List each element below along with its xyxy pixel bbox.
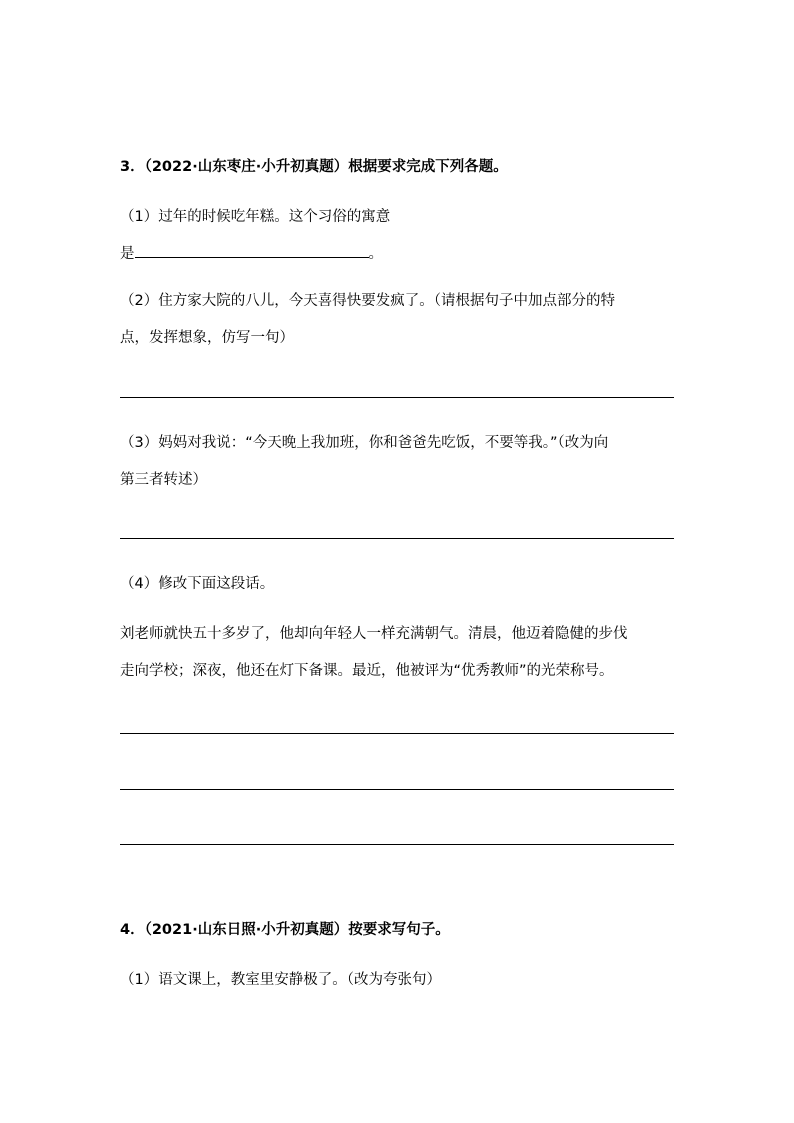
q4-part1: （1）语文课上，教室里安静极了。（改为夸张句） xyxy=(120,972,441,988)
q3-part2-line1: （2）住方家大院的八儿，今天喜得快要发疯了。（请根据句子中加点部分的特 xyxy=(120,293,615,309)
q3-part4-passage-line2: 走向学校；深夜，他还在灯下备课。最近，他被评为“优秀教师”的光荣称号。 xyxy=(120,663,614,679)
q3-part1-line2 xyxy=(120,243,383,264)
q3-part2-answer-line[interactable] xyxy=(120,397,674,398)
q3-part1-line1: （1）过年的时候吃年糕。这个习俗的寓意 xyxy=(120,209,391,225)
q3-part2-line2: 点，发挥想象，仿写一句） xyxy=(120,330,294,346)
q3-part1-prefix: 是 xyxy=(120,246,135,262)
q3-part4-answer-line-2[interactable] xyxy=(120,789,674,790)
q3-part3-line2: 第三者转述） xyxy=(120,472,207,488)
q3-part4-answer-line-1[interactable] xyxy=(120,733,674,734)
q3-part4-passage-line1: 刘老师就快五十多岁了，他却向年轻人一样充满朝气。清晨，他迈着隐健的步伐 xyxy=(120,626,628,642)
q3-part3-answer-line[interactable] xyxy=(120,538,674,539)
q3-part1-suffix: 。 xyxy=(368,246,383,262)
q3-part3-line1: （3）妈妈对我说：“今天晚上我加班，你和爸爸先吃饭，不要等我。”（改为向 xyxy=(120,435,609,451)
question-4-heading: 4．（2021·山东日照·小升初真题）按要求写句子。 xyxy=(120,922,450,938)
question-3-heading: 3．（2022·山东枣庄·小升初真题）根据要求完成下列各题。 xyxy=(120,159,508,175)
q3-part4-label: （4）修改下面这段话。 xyxy=(120,576,275,592)
q3-part4-answer-line-3[interactable] xyxy=(120,844,674,845)
q3-part1-answer-blank[interactable] xyxy=(135,243,369,258)
